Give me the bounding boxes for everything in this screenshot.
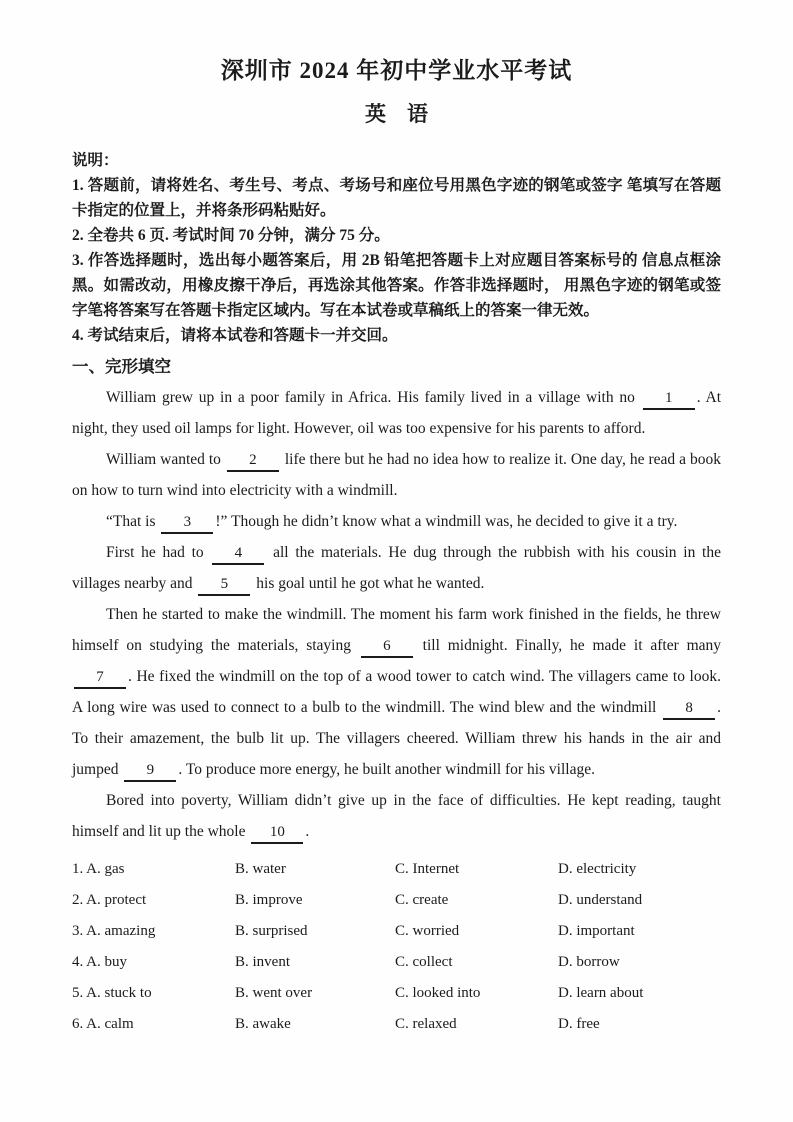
passage-text: . xyxy=(305,823,310,840)
cloze-blank-7: 7 xyxy=(74,669,126,689)
question-2-option-d: D. understand xyxy=(558,892,643,908)
cloze-blank-10: 10 xyxy=(251,824,303,844)
cloze-passage xyxy=(72,382,721,847)
question-row-4 xyxy=(72,947,721,978)
question-1-option-c: C. Internet xyxy=(395,861,460,877)
instruction-item-4: 4. 考试结束后，请将本试卷和答题卡一并交回。 xyxy=(72,327,398,344)
passage-text: till midnight. Finally, he made it after many xyxy=(414,637,722,654)
cloze-blank-6: 6 xyxy=(361,638,413,658)
question-6-option-b: B. awake xyxy=(235,1016,291,1032)
passage-text: !” Though he didn’t know what a windmill was, he decided to give it a try. xyxy=(215,513,678,530)
passage-text: . To their amazement, the bulb lit up. The villagers cheered. William threw his hands in the air and jumped xyxy=(72,699,721,778)
cloze-blank-9: 9 xyxy=(124,762,176,782)
question-3-option-a: 3. A. amazing xyxy=(72,923,156,939)
passage-text: Bored into poverty, William didn’t give up in the face of difficulties. He kept reading, taught himself and lit up the whole xyxy=(72,792,721,840)
question-2-option-b: B. improve xyxy=(235,892,303,908)
cloze-blank-1: 1 xyxy=(643,390,695,410)
question-4-option-d: D. borrow xyxy=(558,954,620,970)
cloze-options-table xyxy=(72,854,721,1040)
cloze-blank-5: 5 xyxy=(198,576,250,596)
passage-text: life there but he had no idea how to realize it. One day, he read a book on how to turn wind into electricity with a windmill. xyxy=(72,451,721,499)
cloze-blank-8: 8 xyxy=(663,700,715,720)
question-row-3 xyxy=(72,916,721,947)
question-1-option-a: 1. A. gas xyxy=(72,861,125,877)
question-row-6 xyxy=(72,1009,721,1040)
question-5-option-b: B. went over xyxy=(235,985,313,1001)
question-row-5 xyxy=(72,978,721,1009)
passage-text: . To produce more energy, he built another windmill for his village. xyxy=(178,761,595,778)
question-row-2 xyxy=(72,885,721,916)
passage-text: William grew up in a poor family in Africa. His family lived in a village with no xyxy=(106,389,641,406)
question-2-option-a: 2. A. protect xyxy=(72,892,147,908)
section-heading-cloze: 一、完形填空 xyxy=(72,357,171,376)
passage-text: “That is xyxy=(106,513,160,530)
passage-text: . At night, they used oil lamps for light. However, oil was too expensive for his parents to afford. xyxy=(72,389,721,437)
question-6-option-c: C. relaxed xyxy=(395,1016,457,1032)
question-5-option-a: 5. A. stuck to xyxy=(72,985,152,1001)
exam-subject: 英 语 xyxy=(365,102,428,126)
passage-paragraph-1 xyxy=(72,382,721,444)
passage-text: Then he started to make the windmill. The moment his farm work finished in the fields, he threw himself on studying the materials, staying xyxy=(72,606,721,654)
question-5-option-d: D. learn about xyxy=(558,985,644,1001)
question-3-option-c: C. worried xyxy=(395,923,460,939)
question-6-option-d: D. free xyxy=(558,1016,600,1032)
instruction-item-3: 3. 作答选择题时，选出每小题答案后，用 2B 铅笔把答题卡上对应题目答案标号的 信息点框涂黑。如需改动，用橡皮擦干净后，再选涂其他答案。作答非选择题时， 用黑色字迹的钢笔或签字笔将答案写在答题卡指定区域内。写在本试卷或草稿纸上的答案一律无效。 xyxy=(72,252,721,319)
passage-paragraph-4 xyxy=(72,537,721,599)
passage-text: . He fixed the windmill on the top of a wood tower to catch wind. The villagers came to look. A long wire was used to connect to a bulb to the windmill. The wind blew and the windmill xyxy=(72,668,721,716)
question-4-option-a: 4. A. buy xyxy=(72,954,128,970)
instructions-heading: 说明： xyxy=(72,152,119,169)
cloze-blank-3: 3 xyxy=(161,514,213,534)
passage-text: First he had to xyxy=(106,544,211,561)
exam-title: 深圳市 2024 年初中学业水平考试 xyxy=(220,58,573,83)
instruction-item-1: 1. 答题前，请将姓名、考生号、考点、考场号和座位号用黑色字迹的钢笔或签字 笔填写在答题卡指定的位置上，并将条形码粘贴好。 xyxy=(72,177,721,219)
cloze-blank-4: 4 xyxy=(212,545,264,565)
passage-text: William wanted to xyxy=(106,451,225,468)
instruction-item-2: 2. 全卷共 6 页. 考试时间 70 分钟，满分 75 分。 xyxy=(72,227,390,244)
passage-paragraph-5 xyxy=(72,599,721,785)
question-1-option-b: B. water xyxy=(235,861,286,877)
passage-paragraph-6 xyxy=(72,785,721,847)
question-row-1 xyxy=(72,854,721,885)
question-3-option-d: D. important xyxy=(558,923,635,939)
passage-paragraph-3 xyxy=(72,506,721,537)
question-6-option-a: 6. A. calm xyxy=(72,1016,134,1032)
question-2-option-c: C. create xyxy=(395,892,449,908)
instructions-list xyxy=(72,173,721,348)
question-4-option-c: C. collect xyxy=(395,954,453,970)
question-5-option-c: C. looked into xyxy=(395,985,481,1001)
question-1-option-d: D. electricity xyxy=(558,861,637,877)
passage-paragraph-2 xyxy=(72,444,721,506)
cloze-blank-2: 2 xyxy=(227,452,279,472)
passage-text: his goal until he got what he wanted. xyxy=(252,575,485,592)
question-4-option-b: B. invent xyxy=(235,954,290,970)
passage-text: all the materials. He dug through the rubbish with his cousin in the villages nearby and xyxy=(72,544,721,592)
question-3-option-b: B. surprised xyxy=(235,923,308,939)
exam-instructions xyxy=(72,148,721,348)
